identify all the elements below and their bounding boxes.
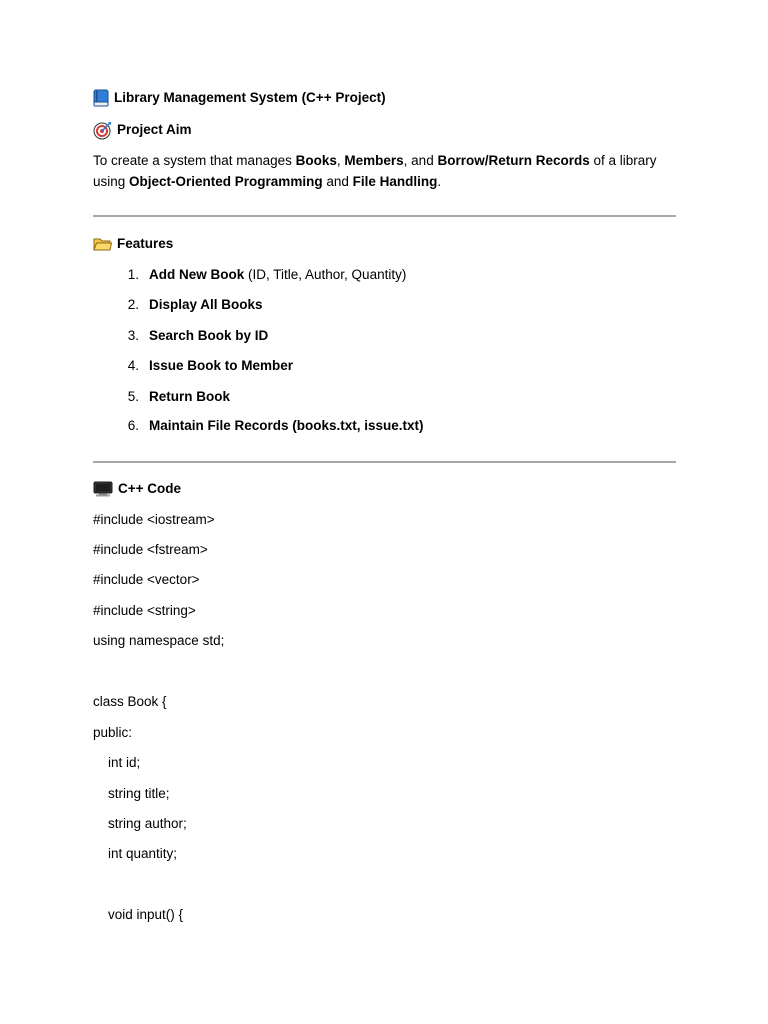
list-item-title: Issue Book to Member [149, 358, 294, 373]
aim-bold: File Handling [352, 174, 438, 189]
aim-text: , [336, 153, 345, 168]
document-title [93, 88, 386, 108]
folder-icon [93, 236, 112, 252]
code-line: int id; [93, 755, 141, 770]
code-heading [93, 479, 181, 499]
list-number: 4. [127, 358, 139, 373]
aim-bold: Borrow/Return Records [437, 153, 590, 168]
code-line: #include <iostream> [93, 512, 215, 527]
aim-heading-text: Project Aim [117, 122, 192, 137]
target-icon [93, 121, 112, 140]
list-item [93, 326, 268, 346]
title-text: Library Management System (C++ Project) [114, 90, 386, 105]
aim-bold: Members [344, 153, 404, 168]
code-line: #include <vector> [93, 572, 200, 587]
aim-text: and [322, 174, 353, 189]
list-item-detail: (ID, Title, Author, Quantity) [244, 267, 407, 282]
list-item [93, 265, 406, 285]
section-divider [93, 461, 676, 463]
code-line: #include <fstream> [93, 542, 208, 557]
list-number: 2. [127, 297, 139, 312]
code-line: string author; [93, 816, 187, 831]
aim-heading [93, 120, 192, 140]
list-item [93, 416, 424, 436]
section-divider [93, 215, 676, 217]
code-line: int quantity; [93, 846, 178, 861]
list-number: 3. [127, 328, 139, 343]
code-heading-text: C++ Code [118, 481, 182, 496]
list-number: 6. [127, 418, 139, 433]
code-line: void input() { [93, 907, 184, 922]
aim-paragraph [93, 150, 683, 192]
list-item [93, 387, 230, 407]
code-line: public: [93, 725, 133, 740]
blue-book-icon [93, 89, 109, 107]
list-item [93, 295, 263, 315]
list-item-title: Maintain File Records (books.txt, issue.txt) [149, 418, 424, 433]
features-heading-text: Features [117, 236, 174, 251]
list-item-title: Display All Books [149, 297, 263, 312]
code-line: using namespace std; [93, 633, 225, 648]
list-item-title: Add New Book [149, 267, 245, 282]
list-number: 1. [127, 267, 139, 282]
aim-text: To create a system that manages [93, 153, 296, 168]
list-item-title: Return Book [149, 389, 230, 404]
aim-text: . [437, 174, 442, 189]
aim-bold: Books [295, 153, 337, 168]
code-line: #include <string> [93, 603, 196, 618]
computer-monitor-icon [93, 481, 113, 497]
code-line: string title; [93, 786, 170, 801]
list-number: 5. [127, 389, 139, 404]
aim-bold: Object-Oriented Programming [129, 174, 323, 189]
list-item-title: Search Book by ID [149, 328, 269, 343]
list-item [93, 356, 293, 376]
features-heading [93, 234, 173, 254]
aim-text: , and [403, 153, 438, 168]
code-line: class Book { [93, 694, 167, 709]
aim-text: of a library using [93, 153, 657, 189]
